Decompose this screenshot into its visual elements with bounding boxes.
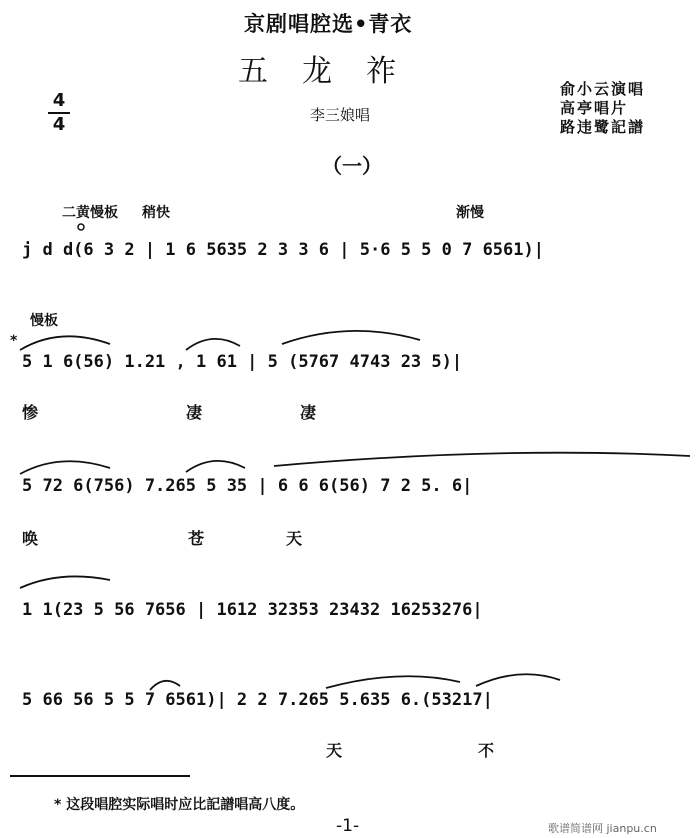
lyric: 天 bbox=[286, 529, 303, 548]
meter-top: 4 bbox=[52, 90, 66, 111]
credit-singer: 俞小云演唱 bbox=[560, 80, 646, 98]
lyric: 唤 bbox=[22, 529, 39, 548]
lyric: 凄 bbox=[300, 403, 317, 422]
lyric: 不 bbox=[478, 741, 495, 760]
notation-line: 5 72 6(756) 7.265 5 35 | 6 6 6(56) 7 2 5. 6| bbox=[22, 476, 473, 496]
lyric: 凄 bbox=[186, 403, 203, 422]
tempo-mark: 渐慢 bbox=[456, 205, 484, 221]
notation-line: 1 1(23 5 56 7656 | 1612 32353 23432 16253276| bbox=[22, 600, 483, 620]
credit-record: 高亭唱片 bbox=[560, 99, 629, 117]
tempo-mark: 慢板 bbox=[30, 313, 58, 329]
series-title: 京剧唱腔选•青衣 bbox=[244, 12, 413, 36]
lyric: 惨 bbox=[22, 403, 39, 422]
lyric: 苍 bbox=[188, 529, 205, 548]
tempo-mark: 稍快 bbox=[142, 205, 170, 221]
meter-bottom: 4 bbox=[52, 114, 66, 135]
page-title: 五龙祚 bbox=[238, 54, 430, 89]
page-number: -1- bbox=[336, 816, 360, 836]
notation-line: 5 1 6(56) 1.21 , 1 61 | 5 (5767 4743 23 5)| bbox=[22, 352, 463, 372]
watermark: 歌谱简谱网 jianpu.cn bbox=[548, 822, 657, 835]
footnote-rule bbox=[10, 775, 190, 777]
notation-line: 5 66 56 5 5 7 6561)| 2 2 7.265 5.635 6.(53217| bbox=[22, 690, 493, 710]
footnote: * 这段唱腔实际唱时应比記譜唱高八度。 bbox=[54, 797, 305, 813]
credit-notation: 路违鹭記譜 bbox=[560, 118, 646, 136]
tempo-mark: 二黄慢板 bbox=[62, 205, 118, 221]
section-label: （一） bbox=[322, 154, 382, 178]
role-label: 李三娘唱 bbox=[310, 106, 371, 124]
notation-line: j d d(6 3 2 | 1 6 5635 2 3 3 6 | 5·6 5 5 0 7 6561)| bbox=[22, 240, 544, 260]
lyric: 天 bbox=[326, 741, 343, 760]
footnote-marker: * bbox=[10, 333, 18, 349]
